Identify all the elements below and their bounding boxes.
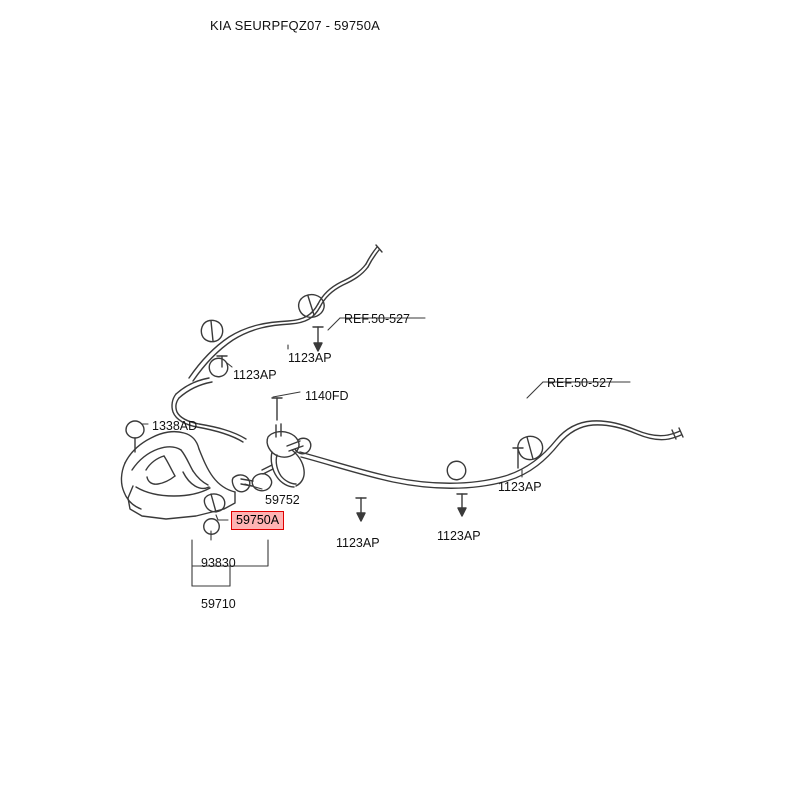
label-93830: 93830 bbox=[201, 556, 236, 570]
label-1123ap-1: 1123AP bbox=[288, 351, 332, 365]
label-1338ad: 1338AD bbox=[152, 419, 198, 433]
parking-brake-lever bbox=[121, 421, 235, 519]
label-59752: 59752 bbox=[265, 493, 300, 507]
clip-shape-left-2 bbox=[209, 358, 227, 376]
fastener-pin-1140fd bbox=[272, 398, 282, 420]
clip-shape-right-1 bbox=[447, 461, 465, 479]
label-1140fd: 1140FD bbox=[305, 389, 349, 403]
label-59710: 59710 bbox=[201, 597, 236, 611]
label-1123ap-3: 1123AP bbox=[498, 480, 542, 494]
cable-right bbox=[300, 421, 683, 488]
label-ref-50-527-right: REF.50-527 bbox=[547, 376, 614, 390]
fastener-pin-1123ap-d bbox=[457, 494, 467, 516]
leader-lines bbox=[142, 318, 630, 489]
equalizer-assembly bbox=[232, 424, 310, 492]
page-title-text: KIA SEURPFQZ07 - 59750A bbox=[209, 18, 381, 33]
fastener-pin-1123ap-e bbox=[513, 448, 523, 468]
label-ref-50-527-upper: REF.50-527 bbox=[344, 312, 411, 326]
fastener-pin-1123ap-a bbox=[313, 327, 323, 351]
fastener-pin-1123ap-c bbox=[356, 498, 366, 521]
clip-shape-left-1 bbox=[201, 320, 222, 341]
label-59750a-highlight[interactable]: 59750A bbox=[231, 511, 284, 530]
label-1123ap-5: 1123AP bbox=[437, 529, 481, 543]
label-1123ap-2: 1123AP bbox=[233, 368, 277, 382]
label-1123ap-4: 1123AP bbox=[336, 536, 380, 550]
